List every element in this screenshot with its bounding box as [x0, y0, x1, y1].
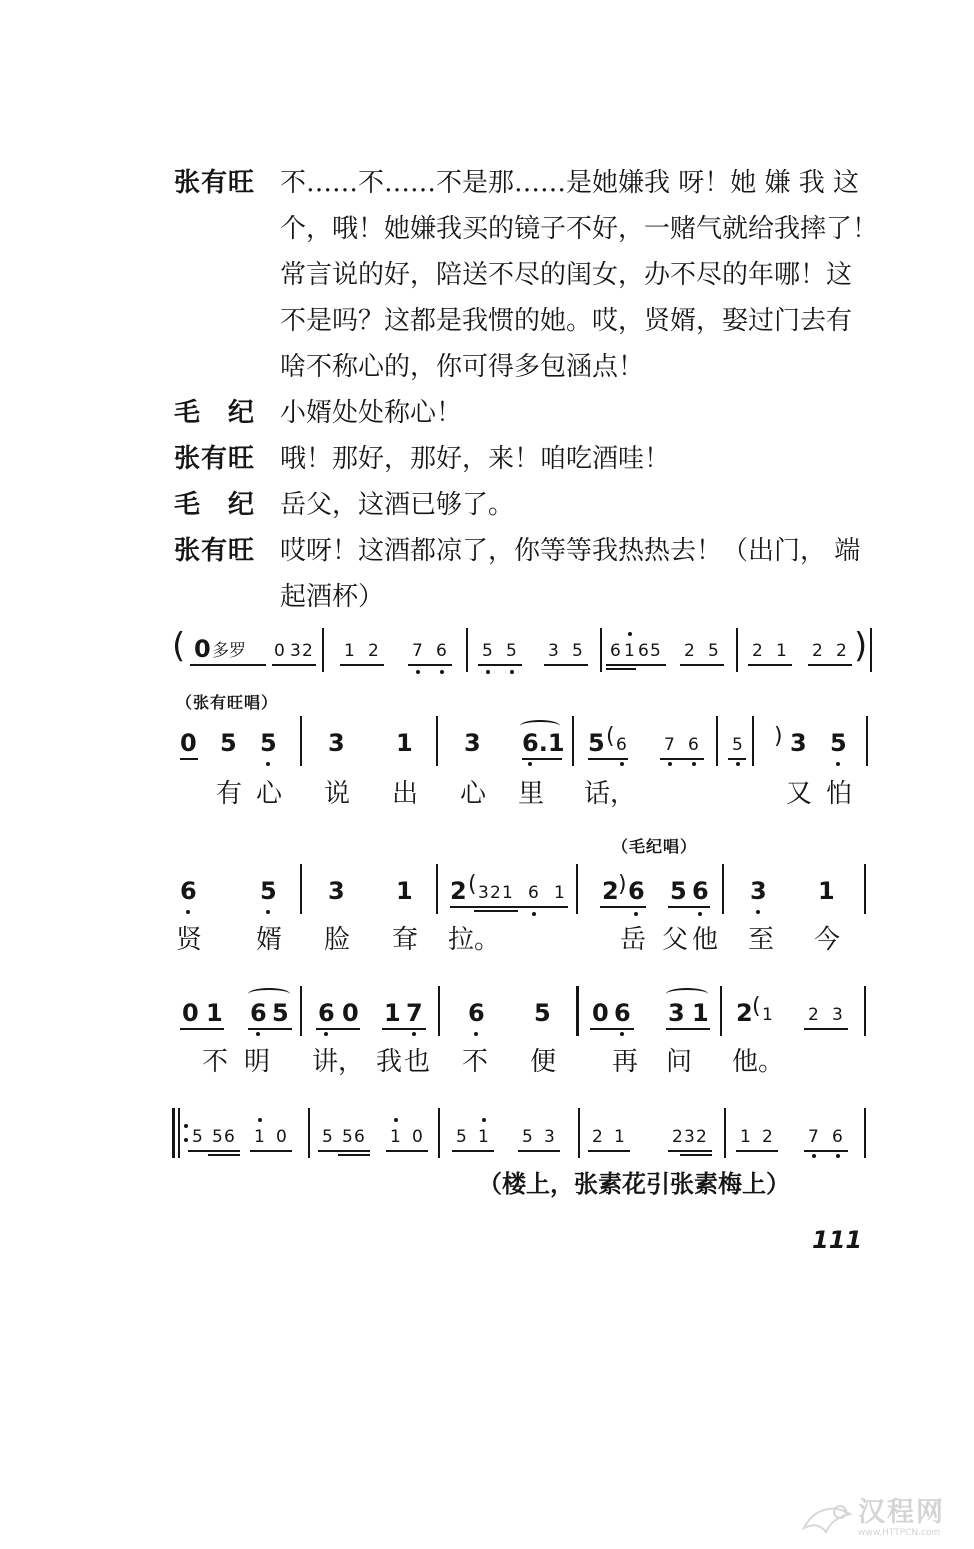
lyric: 不	[462, 1047, 489, 1077]
note: 5	[506, 641, 517, 661]
lyric: 明	[244, 1047, 271, 1077]
barline	[576, 986, 579, 1036]
note: 2	[450, 877, 467, 905]
underline	[808, 664, 852, 666]
lyric: 出	[392, 779, 419, 809]
note: 6	[436, 641, 447, 661]
note: 0	[592, 999, 609, 1027]
barline	[716, 716, 718, 766]
repeat-barline	[178, 1108, 180, 1158]
dialogue-line	[170, 390, 890, 436]
underline	[250, 1150, 292, 1152]
dialogue-line	[170, 436, 890, 482]
note: 3	[548, 641, 559, 661]
barline	[300, 864, 302, 914]
speaker-name: 张有旺	[174, 536, 256, 566]
barline	[322, 628, 324, 672]
low-dot	[256, 1032, 260, 1036]
low-dot	[668, 762, 672, 766]
lyric: 再	[612, 1047, 639, 1077]
note: 0	[342, 999, 359, 1027]
low-dot	[528, 762, 532, 766]
barline	[576, 864, 578, 914]
note: 3	[544, 1127, 555, 1147]
underline	[208, 1154, 240, 1156]
note: 6	[468, 999, 485, 1027]
note: 2	[736, 999, 753, 1027]
note: 5	[588, 729, 605, 757]
barline	[864, 864, 866, 914]
low-dot	[266, 762, 270, 766]
note: 6	[224, 1127, 235, 1147]
paren-open: (	[606, 724, 615, 749]
speech-text: 常言说的好，陪送不尽的闺女，办不尽的年哪！这	[280, 260, 853, 290]
barline	[436, 864, 438, 914]
low-dot	[692, 762, 696, 766]
note: 1	[396, 729, 413, 757]
dialogue-block	[170, 160, 890, 620]
barline	[722, 864, 724, 914]
note: 1	[614, 1127, 625, 1147]
lyric: 至	[748, 925, 775, 955]
note: 1	[254, 1127, 265, 1147]
note: 5	[260, 729, 277, 757]
low-dot	[836, 762, 840, 766]
lyric: 贤	[176, 925, 203, 955]
underline	[188, 1150, 240, 1152]
note: 2	[302, 641, 313, 661]
barline	[720, 986, 722, 1036]
repeat-dot	[184, 1138, 188, 1142]
note: 7	[808, 1127, 819, 1147]
note: 3	[290, 641, 301, 661]
underline	[736, 1150, 778, 1152]
note: 5	[708, 641, 719, 661]
note: 1	[624, 641, 635, 661]
note: 6	[528, 883, 539, 903]
lyric: 也	[404, 1047, 431, 1077]
barline	[870, 628, 872, 672]
barline	[578, 1108, 580, 1158]
note: 0	[182, 999, 199, 1027]
low-dot	[736, 762, 740, 766]
speech-text: 哦！那好，那好，来！咱吃酒哇！	[280, 444, 671, 474]
dialogue-line	[170, 574, 890, 620]
note: 5	[522, 1127, 533, 1147]
note: 0	[276, 1127, 287, 1147]
note: 3	[790, 729, 807, 757]
low-dot	[440, 670, 444, 674]
lyric: 他	[692, 925, 719, 955]
underline	[452, 1150, 494, 1152]
score-row-3	[172, 862, 872, 962]
underline	[386, 1150, 428, 1152]
note: 6	[688, 735, 699, 755]
note: 1	[344, 641, 355, 661]
lyric: 问	[666, 1047, 693, 1077]
dialogue-line	[170, 482, 890, 528]
note: 3	[328, 877, 345, 905]
speaker-name: 张有旺	[174, 168, 256, 198]
lyric: 岳	[620, 925, 647, 955]
underline	[606, 668, 636, 670]
note: 5	[456, 1127, 467, 1147]
barline	[438, 1108, 440, 1158]
dialogue-line	[170, 160, 890, 206]
barline	[436, 716, 438, 766]
note: 2	[602, 877, 619, 905]
lyric: 脸	[324, 925, 351, 955]
open-paren: (	[172, 626, 186, 666]
paren-open: (	[468, 872, 477, 897]
score-row-5	[172, 1104, 872, 1164]
lyric: 有	[216, 779, 243, 809]
note: 6	[692, 877, 709, 905]
cue-zhang: （张有旺唱）	[176, 693, 279, 712]
lyric: 里	[518, 779, 545, 809]
underline	[588, 758, 628, 760]
note: 6	[354, 1127, 365, 1147]
speech-text: 不……不……不是那……是她嫌我 呀！她 嫌 我 这	[280, 168, 860, 198]
lyric: 说	[324, 779, 351, 809]
lyric: 便	[530, 1047, 557, 1077]
underline	[180, 1028, 224, 1030]
underline	[522, 758, 562, 760]
underline	[660, 758, 704, 760]
note: 1	[390, 1127, 401, 1147]
low-dot	[836, 1154, 840, 1158]
low-dot	[474, 1032, 478, 1036]
low-dot	[812, 1154, 816, 1158]
note: 2	[696, 1127, 707, 1147]
paren-close: )	[774, 724, 783, 749]
lyric: 怕	[826, 779, 853, 809]
repeat-dot	[184, 1124, 188, 1128]
note: 5	[482, 641, 493, 661]
dialogue-line	[170, 344, 890, 390]
note: 1	[478, 1127, 489, 1147]
note: 2	[808, 1005, 819, 1025]
underline	[668, 1150, 712, 1152]
note: 5	[260, 877, 277, 905]
underline	[340, 664, 384, 666]
note: 5	[572, 641, 583, 661]
low-dot	[266, 910, 270, 914]
speaker-name: 张有旺	[174, 444, 256, 474]
underline	[748, 664, 792, 666]
barline	[736, 628, 738, 672]
note: 2	[812, 641, 823, 661]
low-dot	[620, 1032, 624, 1036]
lyric: 父	[662, 925, 689, 955]
note: 1	[396, 877, 413, 905]
note: 1	[384, 999, 401, 1027]
underline	[382, 1028, 426, 1030]
underline	[588, 1150, 630, 1152]
watermark-url: www.HTTPCN.com	[858, 1528, 941, 1538]
underline	[804, 1150, 848, 1152]
low-dot	[416, 670, 420, 674]
note: 3	[832, 1005, 843, 1025]
repeat-barline	[172, 1108, 175, 1158]
note: 0	[194, 635, 211, 663]
note: 6	[614, 999, 631, 1027]
close-paren: )	[854, 626, 868, 666]
note: 7	[664, 735, 675, 755]
note: 2	[592, 1127, 603, 1147]
barline	[572, 716, 574, 766]
lyric: 话，	[584, 779, 637, 809]
note: 5	[670, 877, 687, 905]
underline	[728, 758, 746, 760]
note: 6	[616, 735, 627, 755]
note: 0	[412, 1127, 423, 1147]
note: 5	[272, 999, 289, 1027]
underline	[190, 664, 266, 666]
underline	[318, 1150, 370, 1152]
note: 1	[740, 1127, 751, 1147]
note: 5	[220, 729, 237, 757]
lyric: 不	[202, 1047, 229, 1077]
note: 7	[412, 641, 423, 661]
note: 6.1	[522, 729, 565, 757]
lyric: 耷	[392, 925, 419, 955]
note: 0	[274, 641, 285, 661]
underline	[666, 1028, 710, 1030]
dialogue-line	[170, 298, 890, 344]
note: 6	[832, 1127, 843, 1147]
underline	[600, 906, 646, 908]
note: 3	[464, 729, 481, 757]
score-row-intro	[172, 622, 872, 678]
note: 1	[818, 877, 835, 905]
high-dot	[258, 1118, 262, 1122]
underline	[478, 664, 522, 666]
note: 1	[776, 641, 787, 661]
low-dot	[412, 1032, 416, 1036]
underline	[606, 664, 666, 666]
note: 1	[762, 1005, 773, 1025]
note: 3	[328, 729, 345, 757]
note: 6	[318, 999, 335, 1027]
underline	[316, 1028, 360, 1030]
lyric: 心	[460, 779, 487, 809]
barline	[466, 628, 468, 672]
stage-direction: （楼上，张素花引张素梅上）	[478, 1169, 790, 1198]
underline	[680, 1154, 712, 1156]
high-dot	[394, 1118, 398, 1122]
barline	[752, 716, 754, 766]
underline	[680, 664, 724, 666]
speech-text: 小婿处处称心！	[280, 398, 463, 428]
note: 6	[638, 641, 649, 661]
note: 2	[672, 1127, 683, 1147]
low-dot	[186, 910, 190, 914]
note: 5	[650, 641, 661, 661]
barline	[864, 986, 866, 1036]
underline	[544, 664, 588, 666]
low-dot	[324, 1032, 328, 1036]
note: 2	[762, 1127, 773, 1147]
barline	[308, 1108, 310, 1158]
speech-text: 个，哦！她嫌我买的镜子不好，一赌气就给我摔了！	[280, 214, 879, 244]
underline	[804, 1028, 848, 1030]
note: 5	[732, 735, 743, 755]
barline	[300, 716, 302, 766]
speech-text: 岳父，这酒已够了。	[280, 490, 515, 520]
note: 5	[192, 1127, 203, 1147]
barline	[866, 716, 868, 766]
note: 5	[342, 1127, 353, 1147]
lyric: 我	[376, 1047, 403, 1077]
lyric: 他。	[732, 1047, 785, 1077]
note: 1	[554, 883, 565, 903]
speaker-name: 毛 纪	[174, 398, 256, 428]
underline	[180, 758, 198, 760]
note: 3	[478, 883, 489, 903]
note: 6	[628, 877, 645, 905]
high-dot	[482, 1118, 486, 1122]
watermark-text: 汉程网	[858, 1497, 945, 1528]
score-row-4	[172, 982, 872, 1082]
lyric: 心	[256, 779, 283, 809]
lyric: 今	[814, 925, 841, 955]
note: 3	[668, 999, 685, 1027]
underline	[272, 664, 316, 666]
lyric: 讲，	[312, 1047, 365, 1077]
note: 2	[684, 641, 695, 661]
score-row-2	[172, 716, 872, 816]
note: 6	[250, 999, 267, 1027]
page-number: 111	[812, 1226, 863, 1254]
note: 2	[752, 641, 763, 661]
low-dot	[532, 912, 536, 916]
speech-text: 哎呀！这酒都凉了，你等等我热热去！（出门， 端	[280, 536, 861, 566]
underline	[338, 1154, 370, 1156]
barline	[864, 1108, 866, 1158]
note: 1	[502, 883, 513, 903]
note: 7	[406, 999, 423, 1027]
low-dot	[486, 670, 490, 674]
lyric: 婿	[256, 925, 283, 955]
high-dot	[628, 632, 632, 636]
dialogue-line	[170, 528, 890, 574]
note: 1	[206, 999, 223, 1027]
note: 2	[490, 883, 501, 903]
barline	[600, 628, 602, 672]
barline	[724, 1108, 726, 1158]
note: 5	[322, 1127, 333, 1147]
note: 1	[692, 999, 709, 1027]
paren-open: (	[752, 994, 761, 1019]
underline	[518, 1150, 560, 1152]
note: 6	[610, 641, 621, 661]
low-dot	[620, 762, 624, 766]
note: 0	[180, 729, 197, 757]
note: 3	[750, 877, 767, 905]
note: 5	[534, 999, 551, 1027]
cue-mao: （毛纪唱）	[612, 837, 698, 856]
note: 2	[368, 641, 379, 661]
note: 2	[836, 641, 847, 661]
intro-label: 多罗	[212, 641, 246, 661]
underline	[474, 910, 518, 912]
lyric: 又	[786, 779, 813, 809]
lyric: 拉。	[448, 925, 501, 955]
speech-text: 不是吗？这都是我惯的她。哎，贤婿，娶过门去有	[280, 306, 853, 336]
underline	[450, 906, 568, 908]
paren-close: )	[618, 872, 627, 897]
barline	[438, 986, 440, 1036]
note: 5	[212, 1127, 223, 1147]
underline	[248, 1028, 292, 1030]
speaker-name: 毛 纪	[174, 490, 256, 520]
note: 6	[180, 877, 197, 905]
low-dot	[698, 912, 702, 916]
speech-text: 起酒杯）	[280, 582, 385, 612]
note: 5	[830, 729, 847, 757]
speech-text: 啥不称心的，你可得多包涵点！	[280, 352, 645, 382]
dialogue-line	[170, 206, 890, 252]
low-dot	[634, 912, 638, 916]
underline	[590, 1028, 634, 1030]
dialogue-line	[170, 252, 890, 298]
underline	[408, 664, 452, 666]
low-dot	[510, 670, 514, 674]
low-dot	[756, 910, 760, 914]
underline	[668, 906, 710, 908]
barline	[300, 986, 302, 1036]
note: 3	[684, 1127, 695, 1147]
